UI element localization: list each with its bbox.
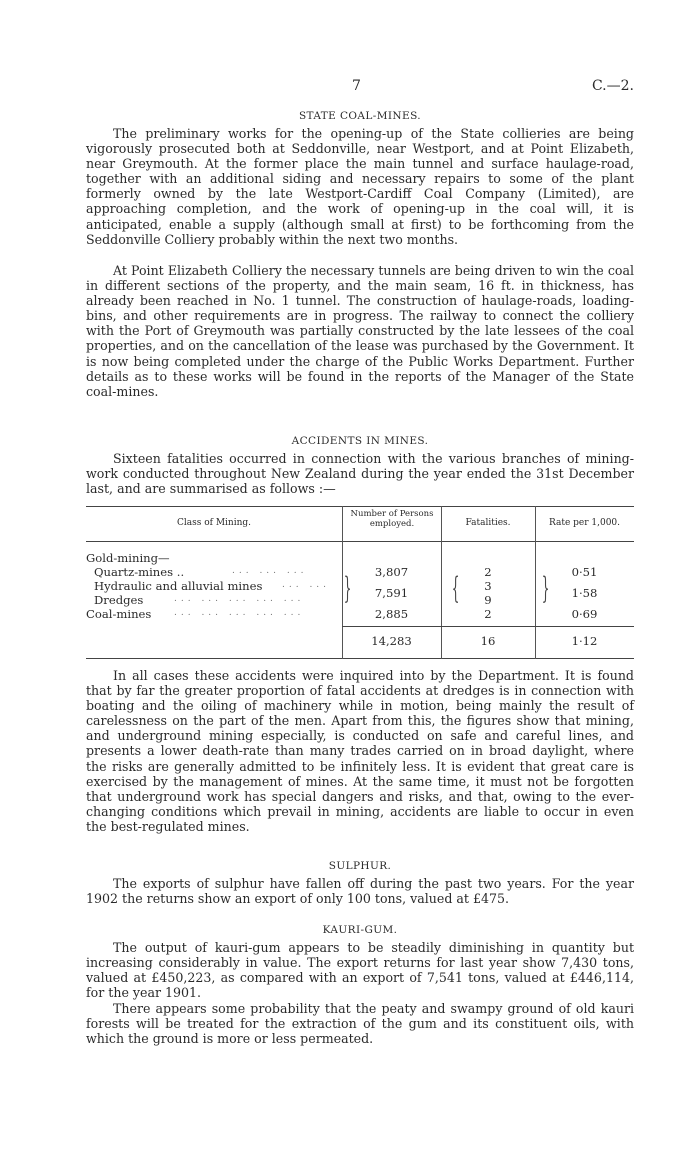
row-label-dredges: Dredges — [94, 593, 144, 607]
accidents-heading: ACCIDENTS IN MINES. — [291, 435, 429, 447]
row-persons-coal: 2,885 — [374, 607, 409, 621]
state-coal-paragraph-2: At Point Elizabeth Colliery the necessary tunnels are being driven to win the coal in different sections of the property, and the main seam, 16 ft. in thickness, has already been reached in No. 1 tunnel. The construction of haulage-roads, loading-bins, and other requirements are in progress. The railway to connect the colliery with the Port of Greymouth was partially constructed by the late lessees of the coal properties, and on the cancellation of the lease was purchased by the Government. It is now being completed under the charge of the Public Works Department. Further details as to these works will be found in the reports of the Manager of the State coal-mines. — [86, 263, 634, 399]
row-fatalities-dredges: 9 — [484, 593, 492, 607]
row-label-quartz: Quartz-mines .. — [94, 565, 185, 579]
row-rate-coal: 0·69 — [571, 607, 598, 621]
row-label-hydraulic: Hydraulic and alluvial mines — [94, 579, 263, 593]
row-persons-quartz: 3,807 — [374, 565, 409, 579]
total-persons: 14,283 — [371, 634, 412, 648]
row-rate-quartz: 0·51 — [571, 565, 598, 579]
group-label-gold-mining: Gold-mining— — [86, 551, 170, 565]
col-header-rate: Rate per 1,000. — [548, 518, 621, 528]
document-reference: C.—2. — [591, 78, 634, 94]
row-fatalities-coal: 2 — [484, 607, 492, 621]
page-header — [86, 78, 634, 96]
kauri-paragraph-1: The output of kauri-gum appears to be steadily diminishing in quantity but increasing considerably in value. The export returns for last year show 7,430 tons, valued at £450,223, as compared with an export of 7,541 tons, valued at £446,114, for the year 1901. — [86, 940, 634, 1001]
kauri-paragraph-2: There appears some probability that the peaty and swampy ground of old kauri forests will be treated for the extraction of the gum and its constituent oils, with which the ground is more or less permeated. — [86, 1001, 634, 1047]
state-coal-paragraph-1: The preliminary works for the opening-up of the State collieries are being vigorously prosecuted both at Seddonville, near Westport, and at Point Elizabeth, near Greymouth. At the former place the main tunnel and surface haulage-road, together with an additional siding and necessary repairs to some of the plant formerly owned by the late Westport-Cardiff Coal Company (Limited), are approaching completion, and the work of opening-up in the coal will, it is anticipated, enable a supply (although small at first) to be forthcoming from the Seddonville Colliery probably within the next two months. — [86, 126, 634, 247]
row-fatalities-hydraulic: 3 — [484, 579, 492, 593]
total-rate: 1·12 — [571, 634, 598, 648]
accidents-paragraph-1: Sixteen fatalities occurred in connection with the various branches of mining-work conducted throughout New Zealand during the year ended the 31st December last, and are summarised as follows :— — [86, 451, 634, 497]
row-persons-hydraulic-dredges: 7,591 — [374, 586, 409, 600]
kauri-gum-heading: KAURI-GUM. — [322, 924, 398, 936]
accidents-table: Class of Mining. Number of Persons employed. Fatalities. Rate per 1,000. Gold-mining— Quartz-mines .. ... ... ... 3,807 2 0·51 Hydraulic and alluvial mines ... ... 3 Dredges ... ... ... ... ... 9 } 7,591 { } 1·58 Coal-mines ... ... ... ... ... 2,885 2 0·69 14,283 16 1·12 — [86, 506, 634, 660]
page-number: 7 — [352, 78, 361, 94]
sulphur-paragraph: The exports of sulphur have fallen off during the past two years. For the year 1902 the returns show an export of only 100 tons, valued at £475. — [86, 876, 634, 907]
accidents-paragraph-2: In all cases these accidents were inquired into by the Department. It is found that by far the greater proportion of fatal accidents at dredges is in connection with boating and the oiling of machinery while in motion, being mainly the result of carelessness on the part of the men. Apart from this, the figures show that mining, and underground mining especially, is conducted on safe and careful lines, and presents a lower death-rate than many trades carried on in broad daylight, where the risks are generally admitted to be infinitely less. It is evident that great care is exercised by the management of mines. At the same time, it must not be forgotten that underground work has special dangers and risks, and that, owing to the ever-changing conditions which prevail in mining, accidents are liable to occur in even the best-regulated mines. — [86, 668, 634, 834]
col-header-class: Class of Mining. — [176, 518, 252, 528]
state-coal-mines-heading: STATE COAL-MINES. — [298, 110, 422, 122]
sulphur-heading: SULPHUR. — [328, 860, 392, 872]
row-fatalities-quartz: 2 — [484, 565, 492, 579]
row-rate-hydraulic-dredges: 1·58 — [571, 586, 598, 600]
col-header-persons: Number of Persons employed. — [350, 509, 434, 529]
row-label-coal: Coal-mines — [86, 607, 152, 621]
col-header-fatalities: Fatalities. — [465, 518, 511, 528]
total-fatalities: 16 — [480, 634, 496, 648]
